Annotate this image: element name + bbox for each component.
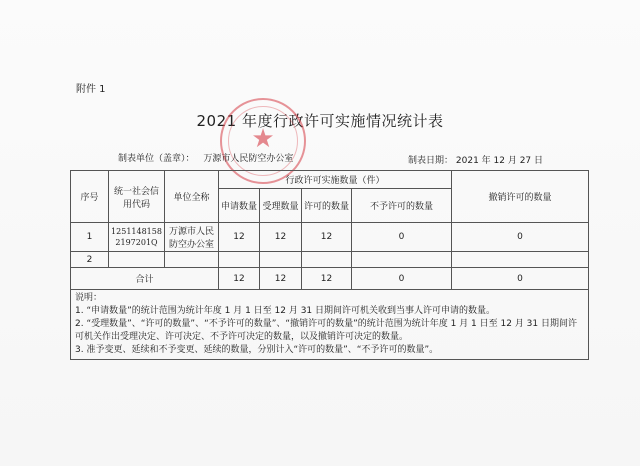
cell-apply [219,252,260,268]
header-seq: 序号 [71,171,109,223]
cell-seq: 1 [71,223,109,252]
cell-permit: 12 [302,223,352,252]
date-line [408,153,543,166]
cell-unit-name [165,252,219,268]
page-title: 2021 年度行政许可实施情况统计表 [196,112,444,130]
header-revoke: 撤销许可的数量 [452,171,589,223]
note-item: 2. “受理数量”、“许可的数量”、“不予许可的数量”、“撤销许可的数量”的统计范围为统计年度 1 月 1 日至 12 月 31 日期间许可机关作出受理决定、许可决定、不予许可决定的数量，以及撤销许可决定的数量。 [75,319,577,342]
cell-credit-code [109,252,165,268]
date-label: 制表日期： [408,156,454,166]
notes-cell [71,290,589,360]
cell-credit-code: 12511481582197201Q [109,223,165,252]
cell-accept [260,252,302,268]
header-permit: 许可的数量 [302,189,352,223]
cell-accept: 12 [260,223,302,252]
annex-label: 附件 1 [76,84,106,95]
total-row [71,268,589,290]
note-item: 3. 准予变更、延续和不予变更、延续的数量，分别计入“许可的数量”、“不予许可的数量”。 [75,345,439,355]
table-row [71,223,589,252]
date-value: 2021 年 12 月 27 日 [455,156,544,166]
total-deny: 0 [352,268,452,290]
cell-seq: 2 [71,252,109,268]
cell-unit-name: 万源市人民防空办公室 [165,223,219,252]
statistics-table [70,170,589,360]
unit-line [118,151,299,164]
total-label: 合计 [71,268,219,290]
total-permit: 12 [302,268,352,290]
header-group: 行政许可实施数量（件） [219,171,452,189]
cell-apply: 12 [219,223,260,252]
table-row [71,252,589,268]
cell-deny: 0 [352,223,452,252]
cell-revoke: 0 [452,223,589,252]
cell-revoke [452,252,589,268]
header-deny: 不予许可的数量 [352,189,452,223]
header-apply: 申请数量 [219,189,260,223]
total-revoke: 0 [452,268,589,290]
total-accept: 12 [260,268,302,290]
seal-star-icon: ★ [251,124,275,154]
header-credit-code: 统一社会信用代码 [109,171,165,223]
cell-deny [352,252,452,268]
note-heading: 说明： [75,293,103,303]
unit-value: 万源市人民防空办公室 [203,154,294,164]
header-unit-name: 单位全称 [165,171,219,223]
cell-permit [302,252,352,268]
header-accept: 受理数量 [260,189,302,223]
total-apply: 12 [219,268,260,290]
unit-label: 制表单位（盖章）： [118,154,195,164]
notes-row [71,290,589,360]
note-item: 1. “申请数量”的统计范围为统计年度 1 月 1 日至 12 月 31 日期间许可机关收到当事人许可申请的数量。 [75,306,496,316]
